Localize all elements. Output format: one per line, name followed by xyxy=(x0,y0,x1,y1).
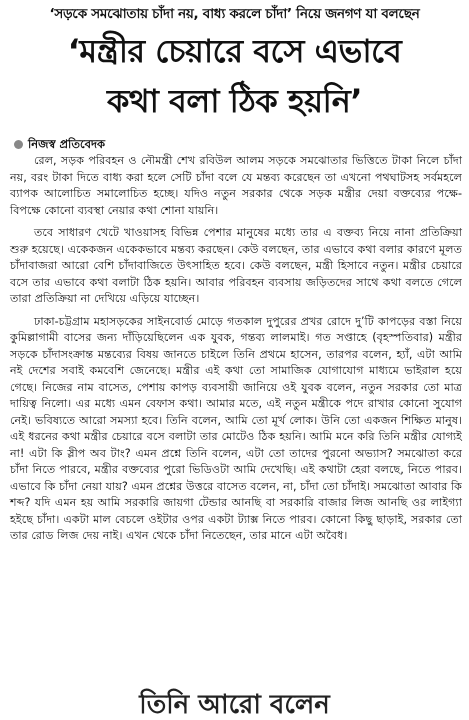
byline xyxy=(14,136,105,152)
headline-line-2: কথা বলা ঠিক হয়নি’ xyxy=(107,82,362,120)
byline-text: নিজস্ব প্রতিবেদক xyxy=(28,137,106,151)
next-headline-cutoff: তিনি আরো বলেন xyxy=(139,690,330,720)
paragraph: তবে সাধারণ খেটে খাওয়াসহ বিভিন্ন পেশার মানুষের মধ্যে তার এ বক্তব্য নিয়ে নানা প্রতিক্রিয়া শুরু হয়েছে। একেকজন একেকভাবে মন্তব্য করছেন। কেউ বলছেন, তার এভাবে কথা বলার কারণে মূলত চাঁদাবাজরা আরো বেশি চাঁদাবাজিতে উৎসাহিত হবে। কেউ বলছেন, মন্ত্রী হিসাবে নতুন। মন্ত্রীর চেয়ারে বসে তার এভাবে কথা বলাটা ঠিক হয়নি। আবার পরিবহন ব্যবসায় জড়িতদের সাথে কথা বলতে গেলে তারা প্রতিক্রিয়া না দেখিয়ে এড়িয়ে যাচ্ছেন। xyxy=(10,226,462,305)
article-body xyxy=(10,153,462,545)
headline-line-1: ‘মন্ত্রীর চেয়ারে বসে এভাবে xyxy=(67,32,402,70)
paragraph: রেল, সড়ক পরিবহন ও নৌমন্ত্রী শেখ রবিউল আলম সড়কে সমঝোতার ভিত্তিতে টাকা নিলে চাঁদা নয়, বরং টাকা দিতে বাধ্য করা হলে সেটি চাঁদা বলে যে মন্তব্য করেছেন তা এখনো পথঘাটসহ সর্বমহলে ব্যাপক আলোচিত সমালোচিত হচ্ছে। যদিও নতুন সরকার থেকে সড়ক মন্ত্রীর দেয়া বক্তব্যের পক্ষে-বিপক্ষে কোনো ব্যবস্থা নেয়ার কথা শোনা যায়নি। xyxy=(10,154,462,217)
paragraph: ঢাকা-চট্টগ্রাম মহাসড়কের সাইনবোর্ড মোড়ে গতকাল দুপুরের প্রখর রোদে দু’টি কাপড়ের বস্তা নিয়ে কুমিল্লাগামী বাসের জন্য দাঁড়িয়েছিলেন এক যুবক, গন্তব্য লালমাই। গত সপ্তাহে (বৃহস্পতিবার) মন্ত্রীর সড়কে চাঁদাসংক্রান্ত মন্তব্যের বিষয় জানতে চাইলে তিনি প্রথমে হাসেন, তারপর বলেন, হ্যাঁ, এটা আমি নই দেশের সবাই কমবেশি জেনেছে। মন্ত্রীর এই কথা তো সামাজিক যোগাযোগ মাধ্যমে ভাইরাল হয়ে গেছে। নিজের নাম বাসেত, পেশায় কাপড় ব্যবসায়ী জানিয়ে ওই যুবক বলেন, নতুন সরকার তো মাত্র দায়িত্ব নিলো। এর মধ্যে এমন বেফাস কথা। আমার মতে, এই নতুন মন্ত্রীকে পদে রাখার কোনো সুযোগ নেই। ভবিষ্যতে আরো সমস্যা হবে। তিনি বলেন, আমি তো মূর্খ লোক। উনি তো একজন শিক্ষিত মানুষ। এই ধরনের কথা মন্ত্রীর চেয়ারে বসে বলাটা তার মোটেও ঠিক হয়নি। আমি মনে করি তিনি মন্ত্রীর যোগ্যই না! এটা কি স্লীপ অব টাং? এমন প্রশ্নে তিনি বলেন, এটা তো তাদের পুরনো অভ্যাস? সমঝোতা করে চাঁদা নিতে পারবে, মন্ত্রীর বক্তব্যের পুরো ভিডিওটা আমি দেখেছি। এই কথাটা হেরা বলছে, নিতে পারব। এভাবে কি চাঁদা নেয়া যায়? এমন প্রশ্নের উত্তরে বাসেত বলেন, না, চাঁদা তো চাঁদাই। সমঝোতা আবার কি শব্দ? যদি এমন হয় আমি সরকারি জায়গা টেন্ডার আনছি বা সরকারি বাজার লিজ আনছি ওর লাইগ্যা হইছে চাঁদা। একটা মাল বেচলে ওইটার ওপর একটা ট্যাক্স নিতে পারব। কোনো কিছু ছাড়াই, সরকার তো তার রোড লিজ দেয় নাই। এখন থেকে চাঁদা নিতেছেন, তার মানে এটা অবৈধ। xyxy=(10,314,462,542)
article-kicker: ‘সড়কে সমঝোতায় চাঁদা নয়, বাধ্য করলে চাঁদা’ নিয়ে জনগণ যা বলছেন xyxy=(49,6,420,22)
bullet-icon xyxy=(14,140,23,149)
